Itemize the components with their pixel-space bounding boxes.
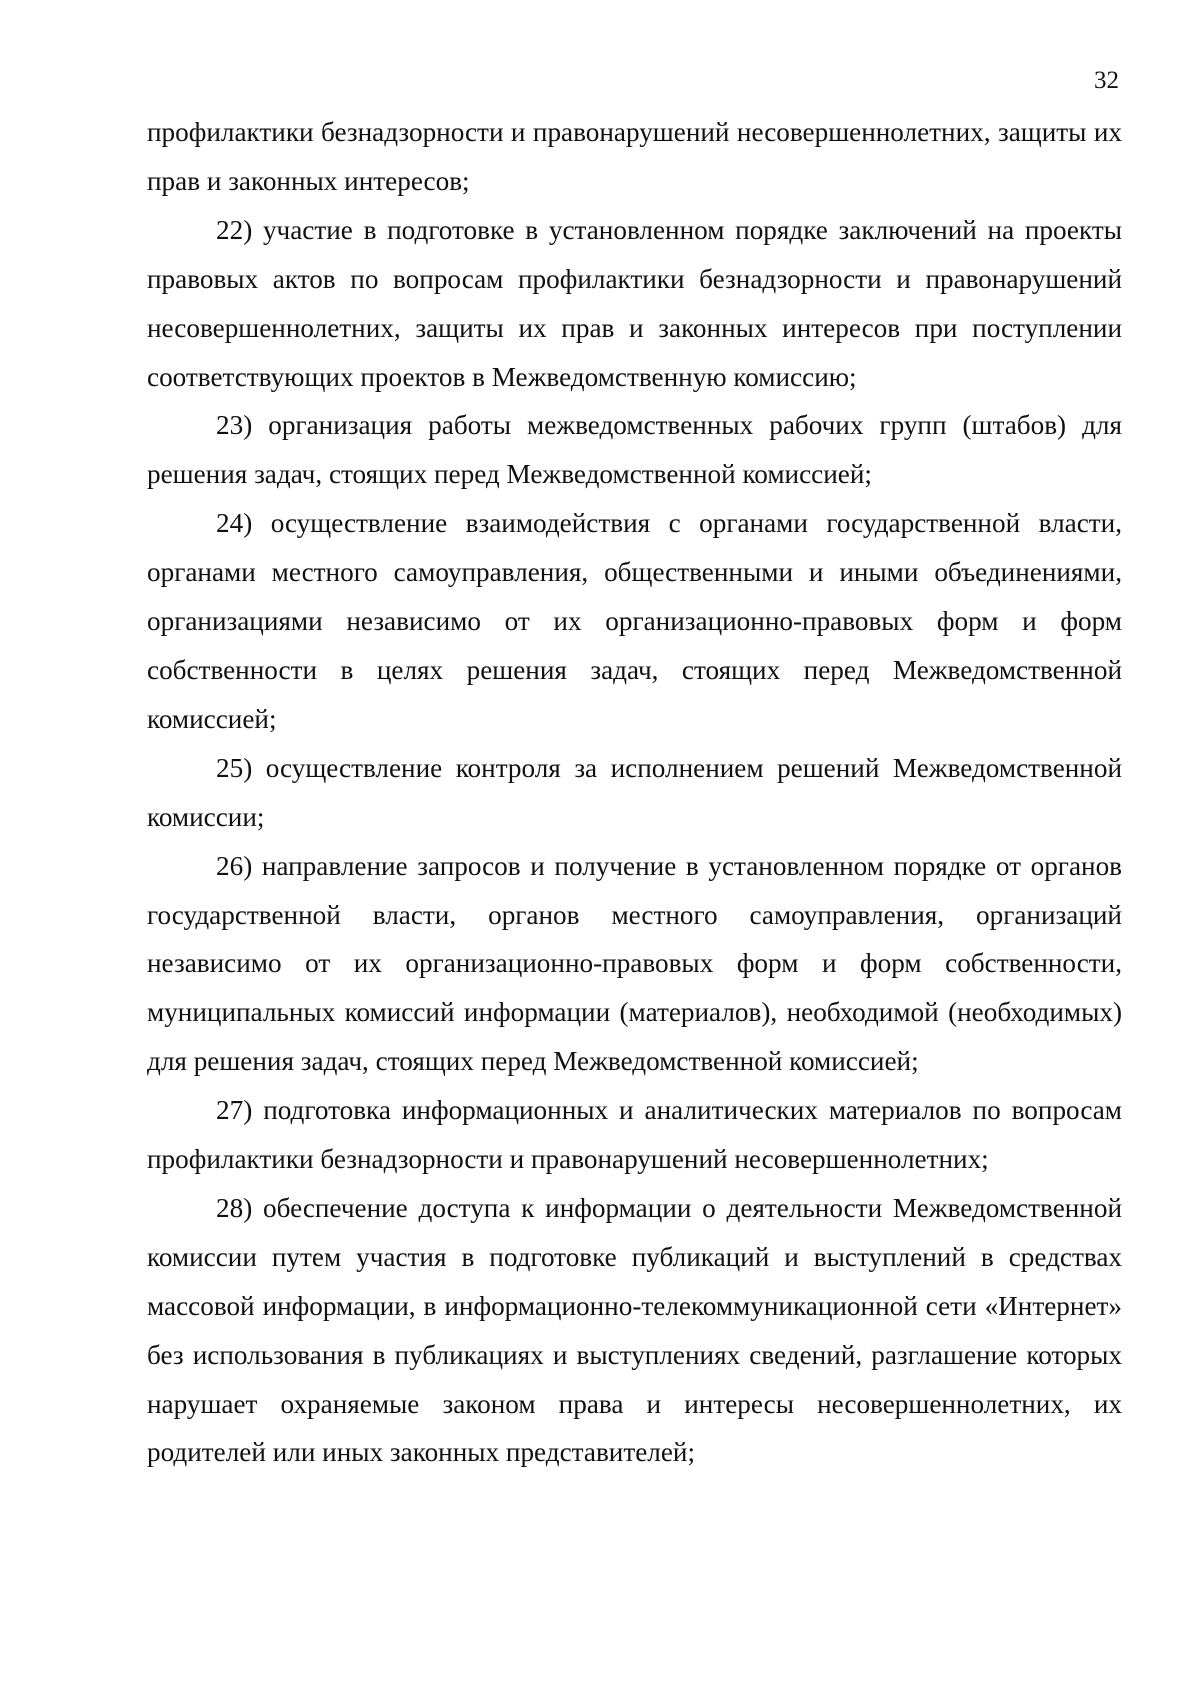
paragraph-item-23: 23) организация работы межведомственных рабочих групп (штабов) для решения задач, стоящих перед Межведомственной комиссией; — [147, 410, 1122, 490]
paragraph-item-22: 22) участие в подготовке в установленном порядке заключений на проекты правовых актов по вопросам профилактики безнадзорности и правонарушений несовершеннолетних, защиты их прав и законных интересов при поступлении соответствующих проектов в Межведомственную комиссию; — [147, 214, 1122, 392]
paragraph-item-28: 28) обеспечение доступа к информации о деятельности Межведомственной комиссии путем участия в подготовке публикаций и выступлений в средствах массовой информации, в информационно-телекоммуникационной сети «Интернет» без использования в публикациях и выступлениях сведений, разглашение которых нарушает охраняемые законом права и интересы несовершеннолетних, их родителей или иных законных представителей; — [147, 1192, 1122, 1468]
document-body — [147, 108, 1122, 1477]
page-number: 32 — [1094, 67, 1119, 94]
paragraph-item-25: 25) осуществление контроля за исполнением решений Межведомственной комиссии; — [147, 752, 1122, 832]
paragraph-continuation: профилактики безнадзорности и правонарушений несовершеннолетних, защиты их прав и законных интересов; — [147, 117, 1122, 196]
paragraph-item-27: 27) подготовка информационных и аналитических материалов по вопросам профилактики безнадзорности и правонарушений несовершеннолетних; — [147, 1095, 1122, 1175]
paragraph-item-24: 24) осуществление взаимодействия с органами государственной власти, органами местного самоуправления, общественными и иными объединениями, организациями независимо от их организационно-правовых форм и форм собственности в целях решения задач, стоящих перед Межведомственной комиссией; — [147, 508, 1122, 734]
paragraph-item-26: 26) направление запросов и получение в установленном порядке от органов государственной власти, органов местного самоуправления, организаций независимо от их организационно-правовых форм и форм собственности, муниципальных комиссий информации (материалов), необходимой (необходимых) для решения задач, стоящих перед Межведомственной комиссией; — [147, 850, 1122, 1077]
